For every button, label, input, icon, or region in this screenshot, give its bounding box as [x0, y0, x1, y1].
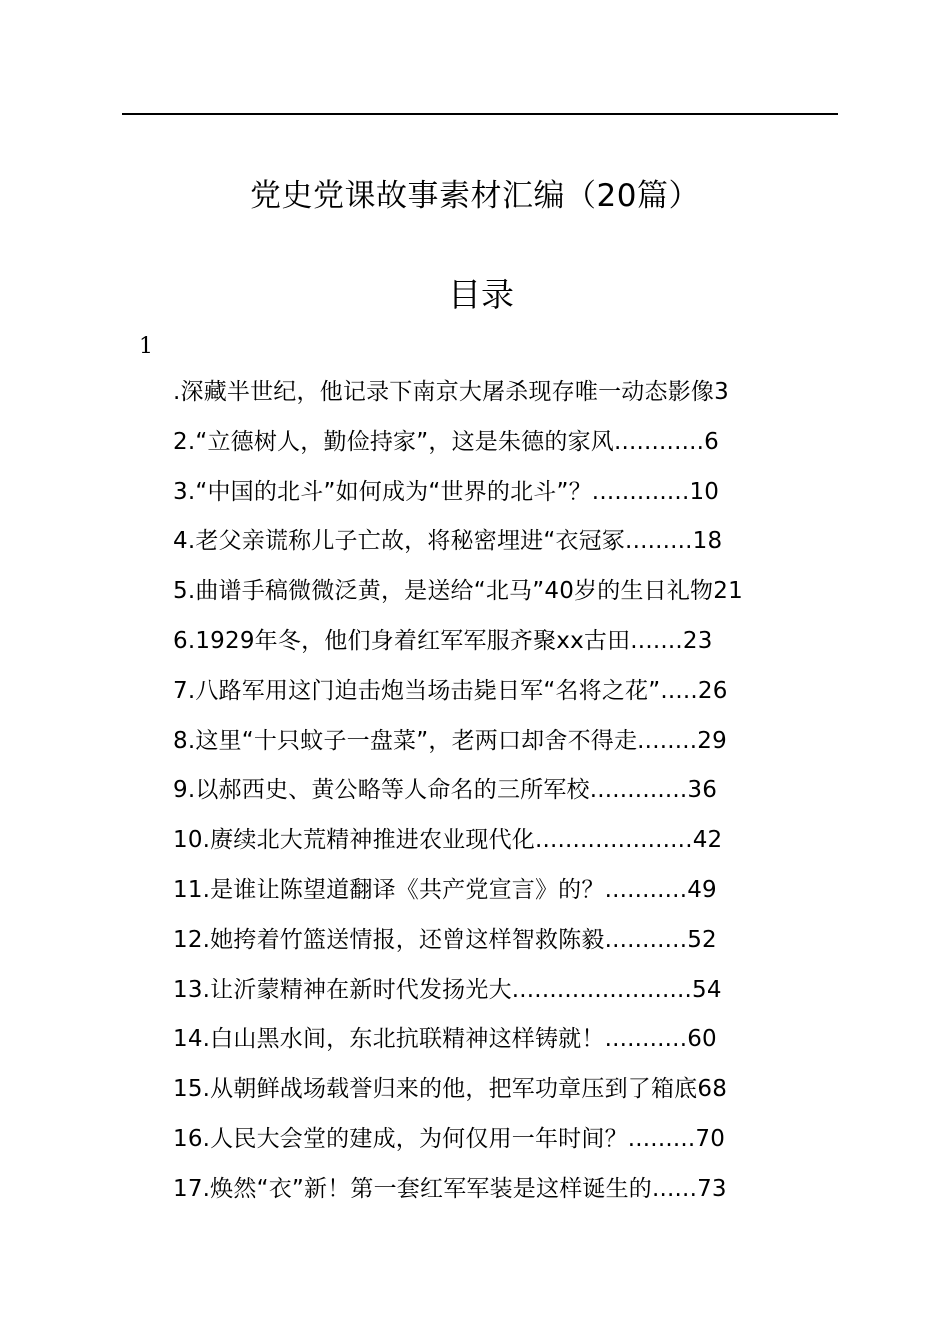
toc-stray-number: 1 [139, 334, 153, 359]
toc-entry-4[interactable]: 4.老父亲谎称儿子亡故，将秘密埋进“衣冠冢.........18 [173, 528, 723, 555]
toc-entry-15[interactable]: 15.从朝鲜战场载誉归来的他，把军功章压到了箱底68 [173, 1076, 728, 1103]
toc-entry-5[interactable]: 5.曲谱手稿微微泛黄，是送给“北马”40岁的生日礼物21 [173, 578, 743, 605]
toc-entry-2[interactable]: 2.“立德树人，勤俭持家”，这是朱德的家风............6 [173, 428, 719, 455]
toc-list [0, 372, 950, 1219]
toc-entry-10[interactable]: 10.赓续北大荒精神推进农业现代化.....................42 [173, 827, 723, 854]
header-rule [122, 113, 838, 115]
toc-entry-8[interactable]: 8.这里“十只蚊子一盘菜”，老两口却舍不得走........29 [173, 727, 727, 754]
toc-entry-12[interactable]: 12.她挎着竹篮送情报，还曾这样智救陈毅...........52 [173, 926, 717, 953]
toc-entry-3[interactable]: 3.“中国的北斗”如何成为“世界的北斗”？.............10 [173, 478, 720, 505]
toc-entry-11[interactable]: 11.是谁让陈望道翻译《共产党宣言》的？...........49 [173, 876, 717, 903]
toc-entry-17[interactable]: 17.焕然“衣”新！第一套红军军装是这样诞生的......73 [173, 1175, 727, 1202]
toc-entry-6[interactable]: 6.1929年冬，他们身着红军军服齐聚xx古田.......23 [173, 627, 713, 654]
toc-entry-9[interactable]: 9.以郝西史、黄公略等人命名的三所军校.............36 [173, 777, 718, 804]
toc-entry-1[interactable]: .深藏半世纪，他记录下南京大屠杀现存唯一动态影像3 [173, 379, 729, 405]
document-title: 党史党课故事素材汇编（20篇） [250, 178, 700, 214]
toc-heading: 目录 [448, 275, 514, 314]
toc-entry-13[interactable]: 13.让沂蒙精神在新时代发扬光大........................54 [173, 976, 722, 1003]
toc-entry-14[interactable]: 14.白山黑水间，东北抗联精神这样铸就！...........60 [173, 1026, 717, 1053]
toc-entry-16[interactable]: 16.人民大会堂的建成，为何仅用一年时间？.........70 [173, 1125, 726, 1152]
toc-entry-7[interactable]: 7.八路军用这门迫击炮当场击毙日军“名将之花”.....26 [173, 677, 728, 704]
